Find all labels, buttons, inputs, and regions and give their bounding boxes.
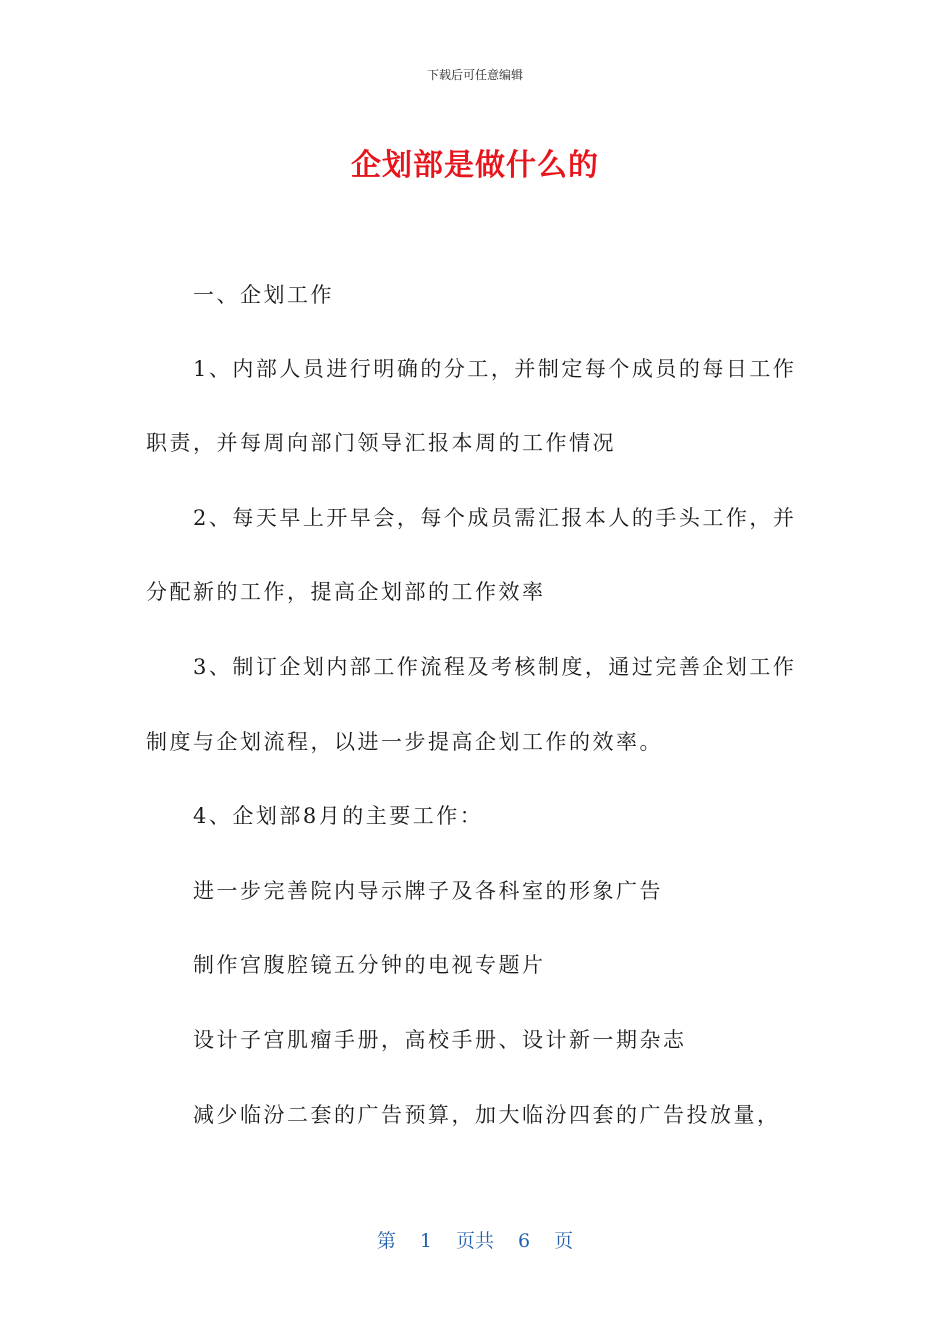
paragraph-line: 减少临汾二套的广告预算，加大临汾四套的广告投放量， (193, 1103, 781, 1127)
paragraph-line: 2、每天早上开早会，每个成员需汇报本人的手头工作，并 (193, 506, 797, 530)
footer-prefix: 第 (376, 1230, 396, 1252)
paragraph-line: 3、制订企划内部工作流程及考核制度，通过完善企划工作 (193, 655, 797, 679)
footer-mid: 页共 (455, 1230, 494, 1252)
paragraph-line: 进一步完善院内导示牌子及各科室的形象广告 (193, 879, 663, 903)
paragraph-line: 4、企划部8月的主要工作： (193, 804, 484, 828)
footer-total-pages: 6 (518, 1230, 531, 1252)
document-title: 企划部是做什么的 (351, 148, 599, 183)
page-footer (0, 1226, 950, 1253)
footer-page-number: 1 (419, 1230, 432, 1252)
footer-suffix: 页 (554, 1230, 574, 1252)
paragraph-line: 1、内部人员进行明确的分工，并制定每个成员的每日工作 (193, 357, 797, 381)
paragraph-line: 制作宫腹腔镜五分钟的电视专题片 (193, 953, 546, 977)
paragraph-line: 设计子宫肌瘤手册，高校手册、设计新一期杂志 (193, 1028, 687, 1052)
section-heading: 一、企划工作 (193, 283, 334, 307)
paragraph-line: 制度与企划流程，以进一步提高企划工作的效率。 (146, 730, 663, 754)
paragraph-line: 职责，并每周向部门领导汇报本周的工作情况 (146, 431, 616, 455)
paragraph-line: 分配新的工作，提高企划部的工作效率 (146, 580, 546, 604)
header-note: 下载后可任意编辑 (426, 68, 523, 82)
